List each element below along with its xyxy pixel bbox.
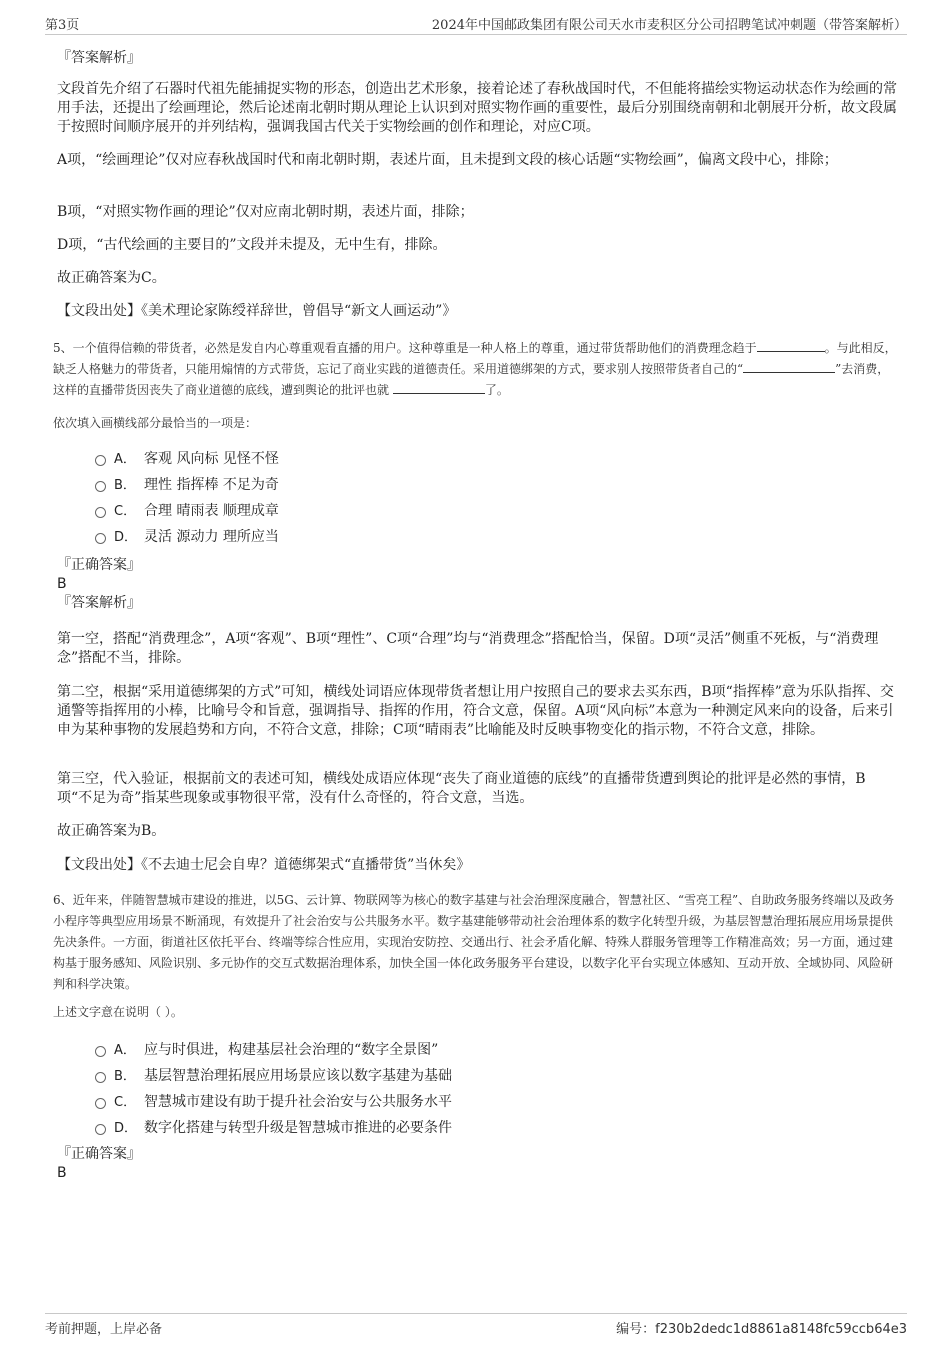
- radio-icon[interactable]: [95, 1072, 106, 1083]
- q4-analysis-paragraph: A项，“绘画理论”仅对应春秋战国时代和南北朝时期，表述片面，且未提到文段的核心话题“实物绘画”，偏离文段中心，排除；: [57, 152, 838, 168]
- q5-conclusion: 故正确答案为B。: [57, 823, 166, 839]
- q6-stem: 6、近年来，伴随智慧城市建设的推进，以5G、云计算、物联网等为核心的数字基建与社会治理深度融合，智慧社区、“雪亮工程”、自助政务服务终端以及政务小程序等典型应用场景不断涌现，有效提升了社会治安与公共服务水平。数字基建能够带动社会治理体系的数字化转型升级，为基层智慧治理拓展应用场景提供先决条件。一方面，街道社区依托平台、终端等综合性应用，实现治安防控、交通出行、社会矛盾化解、特殊人群服务管理等工作精准高效；另一方面，通过建构基于服务感知、风险识别、多元协作的交互式数据治理体系，加快全国一体化政务服务平台建设，以数字化平台实现立体感知、互动开放、全域协同、风险研判和科学决策。: [53, 893, 895, 991]
- q5-source-wrap: [57, 856, 897, 875]
- q5-correct-label: 『正确答案』: [57, 557, 141, 573]
- page-footer: [45, 1313, 907, 1337]
- document-title: 2024年中国邮政集团有限公司天水市麦积区分公司招聘笔试冲刺题（带答案解析）: [431, 18, 907, 33]
- q5-blank-1: [757, 339, 825, 352]
- q5-blank-2: [743, 360, 835, 373]
- q4-analysis-paragraph: B项，“对照实物作画的理论”仅对应南北朝时期，表述片面，排除；: [57, 204, 474, 220]
- q4-analysis-p1-wrap: [57, 80, 897, 137]
- q5-analysis-label: 『答案解析』: [57, 595, 141, 611]
- q4-analysis-paragraph: 文段首先介绍了石器时代祖先能捕捉实物的形态，创造出艺术形象，接着论述了春秋战国时代，不但能将描绘实物运动状态作为绘画的常用手法，还提出了绘画理论，然后论述南北朝时期从理论上认识到对照实物作画的重要性，最后分别围绕南朝和北朝展开分析，故文段属于按照时间顺序展开的并列结构，强调我国古代关于实物绘画的创作和理论，对应C项。: [57, 81, 897, 135]
- q5-option-a[interactable]: A． 客观 风向标 见怪不怪: [95, 448, 279, 470]
- q5-stem: [53, 338, 899, 401]
- q5-blank-3: [393, 381, 485, 394]
- option-text: 理性 指挥棒 不足为奇: [144, 477, 279, 493]
- q4-analysis-p3-wrap: [57, 203, 897, 222]
- footer-slogan: 考前押题，上岸必备: [45, 1322, 163, 1337]
- q5-stem-part-d: 了。: [484, 383, 509, 397]
- q5-analysis-p1-wrap: [57, 630, 897, 668]
- q6-option-b[interactable]: B． 基层智慧治理拓展应用场景应该以数字基建为基础: [95, 1065, 452, 1087]
- q6-option-d[interactable]: D． 数字化搭建与转型升级是智慧城市推进的必要条件: [95, 1117, 452, 1139]
- q4-source-wrap: [57, 302, 897, 321]
- q5-option-d[interactable]: D． 灵活 源动力 理所应当: [95, 526, 279, 548]
- option-text: 应与时俱进，构建基层社会治理的“数字全景图”: [144, 1042, 439, 1058]
- q4-analysis-paragraph: D项，“古代绘画的主要目的”文段并未提及，无中生有，排除。: [57, 237, 447, 253]
- q6-option-a[interactable]: A． 应与时俱进，构建基层社会治理的“数字全景图”: [95, 1039, 438, 1061]
- q5-analysis-p3-wrap: [57, 770, 897, 808]
- q5-stem-part-b: 。与此相反，缺乏人格魅力的带货者，只能用煽情的方式带货，忘记了商业实践的道德责任。采用道德绑架的方式，要求别人按照带货者自己的“: [53, 341, 897, 376]
- radio-icon[interactable]: [95, 1098, 106, 1109]
- option-text: 合理 晴雨表 顺理成章: [144, 503, 279, 519]
- q5-option-c[interactable]: C． 合理 晴雨表 顺理成章: [95, 500, 279, 522]
- code-value: f230b2dedc1d8861a8148fc59ccb64e3: [655, 1322, 907, 1337]
- option-text: 基层智慧治理拓展应用场景应该以数字基建为基础: [144, 1068, 452, 1084]
- q5-prompt: 依次填入画横线部分最恰当的一项是：: [53, 416, 258, 430]
- q5-option-b[interactable]: B． 理性 指挥棒 不足为奇: [95, 474, 279, 496]
- q6-correct-answer: B: [57, 1165, 67, 1181]
- q5-analysis-p4-wrap: [57, 822, 897, 841]
- q6-prompt-wrap: [53, 1002, 893, 1023]
- q5-stem-part-a: 5、一个值得信赖的带货者，必然是发自内心尊重观看直播的用户。这种尊重是一种人格上的尊重，通过带货帮助他们的消费理念趋于: [53, 341, 757, 355]
- q5-analysis-p2-wrap: [57, 683, 897, 740]
- q5-analysis-paragraph: 第一空，搭配“消费理念”，A项“客观”、B项“理性”、C项“合理”均与“消费理念”搭配恰当，保留。D项“灵活”侧重不死板，与“消费理念”搭配不当，排除。: [57, 631, 879, 666]
- q4-conclusion: 故正确答案为C。: [57, 270, 166, 286]
- q4-source: 【文段出处】《美术理论家陈绶祥辞世，曾倡导“新文人画运动”》: [57, 303, 457, 319]
- option-text: 数字化搭建与转型升级是智慧城市推进的必要条件: [144, 1120, 452, 1136]
- option-text: 灵活 源动力 理所应当: [144, 529, 279, 545]
- q6-prompt: 上述文字意在说明（ ）。: [53, 1005, 183, 1019]
- radio-icon[interactable]: [95, 481, 106, 492]
- code-label: 编号：: [616, 1322, 656, 1337]
- radio-icon[interactable]: [95, 507, 106, 518]
- q4-analysis-p4-wrap: [57, 236, 897, 255]
- q6-correct-block: [57, 1145, 897, 1183]
- q6-correct-label: 『正确答案』: [57, 1146, 141, 1162]
- q4-analysis-label: 『答案解析』: [57, 50, 141, 66]
- q5-analysis-paragraph: 第三空，代入验证，根据前文的表述可知，横线处成语应体现“丧失了商业道德的底线”的直播带货遭到舆论的批评是必然的事情，B项“不足为奇”指某些现象或事物很平常，没有什么奇怪的，符合文意，当选。: [57, 771, 866, 806]
- radio-icon[interactable]: [95, 1124, 106, 1135]
- option-text: 智慧城市建设有助于提升社会治安与公共服务水平: [144, 1094, 452, 1110]
- document-code: [616, 1318, 907, 1337]
- radio-icon[interactable]: [95, 1046, 106, 1057]
- q4-analysis-label-wrap: [57, 49, 897, 68]
- page-number: 第3页: [45, 18, 80, 33]
- radio-icon[interactable]: [95, 455, 106, 466]
- option-text: 客观 风向标 见怪不怪: [144, 451, 279, 467]
- radio-icon[interactable]: [95, 533, 106, 544]
- page-header: [45, 14, 907, 35]
- q5-source: 【文段出处】《不去迪士尼会自卑？道德绑架式“直播带货”当休矣》: [57, 857, 471, 873]
- q5-correct-answer: B: [57, 576, 67, 592]
- q4-analysis-p2-wrap: [57, 151, 897, 170]
- q6-option-c[interactable]: C． 智慧城市建设有助于提升社会治安与公共服务水平: [95, 1091, 452, 1113]
- q5-prompt-wrap: [53, 413, 893, 434]
- q4-analysis-p5-wrap: [57, 269, 897, 288]
- q5-correct-block: [57, 556, 897, 613]
- q5-stem-part-c: ”去消费，这样的直播带货因丧失了商业道德的底线，遭到舆论的批评也就: [53, 362, 890, 397]
- q5-analysis-paragraph: 第二空，根据“采用道德绑架的方式”可知，横线处词语应体现带货者想让用户按照自己的要求去买东西，B项“指挥棒”意为乐队指挥、交通警等指挥用的小棒，比喻号令和旨意，强调指导、指挥的作用，符合文意，保留。A项“风向标”本意为一种测定风来向的设备，后来引申为某种事物的发展趋势和方向，不符合文意，排除；C项“晴雨表”比喻能及时反映事物变化的指示物，不符合文意，排除。: [57, 684, 894, 738]
- q6-stem-wrap: [53, 890, 899, 995]
